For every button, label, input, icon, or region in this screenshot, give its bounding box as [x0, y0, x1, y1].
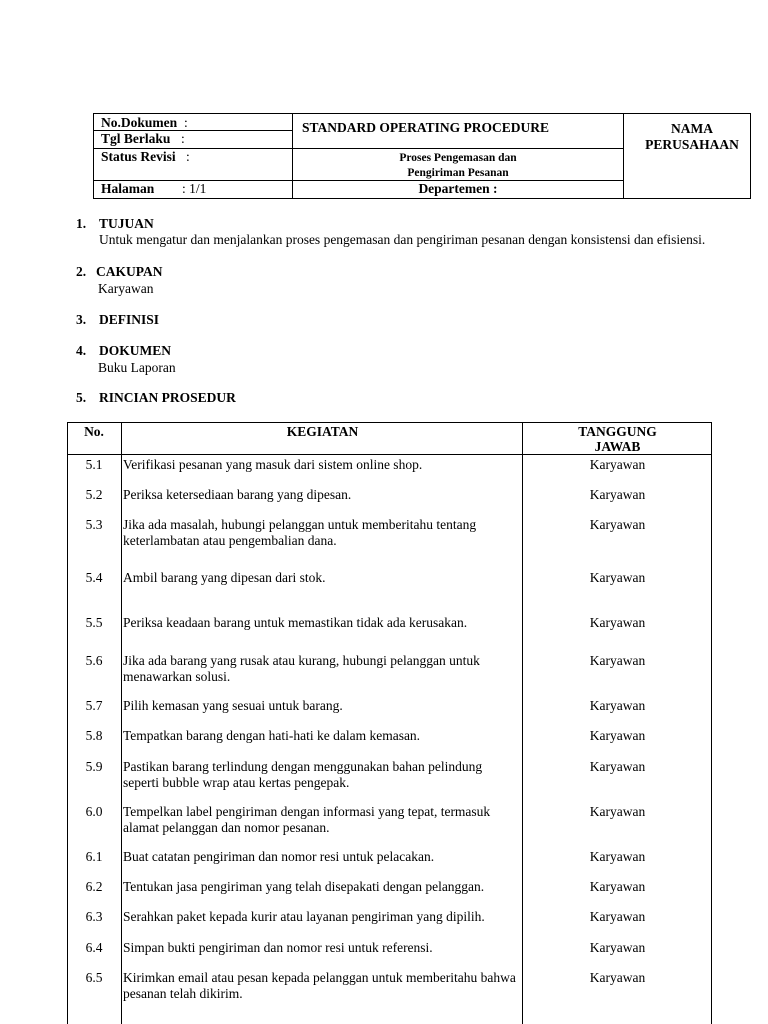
section-3-number: 3. [76, 312, 87, 327]
row-number: 6.0 [85, 804, 103, 819]
row-kegiatan: Buat catatan pengiriman dan nomor resi untuk pelacakan. [123, 849, 435, 864]
row-kegiatan: Serahkan paket kepada kurir atau layanan pengiriman yang dipilih. [123, 909, 485, 924]
status-revisi-colon: : [186, 149, 190, 164]
halaman-label: Halaman [101, 181, 155, 196]
column-header-tanggung-jawab-line2: JAWAB [594, 439, 641, 454]
sop-subtitle-line1: Proses Pengemasan dan [399, 152, 517, 164]
row-kegiatan: Tentukan jasa pengiriman yang telah disepakati dengan pelanggan. [123, 879, 485, 894]
row-tanggung-jawab: Karyawan [589, 570, 646, 585]
row-number: 5.2 [85, 487, 103, 502]
column-header-tanggung-jawab-line1: TANGGUNG [578, 424, 657, 439]
row-kegiatan: Ambil barang yang dipesan dari stok. [123, 570, 326, 585]
departemen-label: Departemen : [418, 181, 498, 196]
row-number: 5.4 [85, 570, 103, 585]
row-number: 6.4 [85, 940, 103, 955]
section-2-body: Karyawan [98, 281, 154, 296]
row-number: 5.8 [85, 728, 103, 743]
tgl-berlaku-colon: : [181, 131, 185, 146]
section-2-number: 2. [76, 264, 87, 279]
row-kegiatan: Kirimkan email atau pesan kepada pelanggan untuk memberitahu bahwa pesanan telah dikirim. [123, 970, 516, 1001]
row-tanggung-jawab: Karyawan [589, 804, 646, 819]
row-number: 6.5 [85, 970, 103, 985]
row-kegiatan: Simpan bukti pengiriman dan nomor resi untuk referensi. [123, 940, 433, 955]
row-kegiatan: Pastikan barang terlindung dengan menggunakan bahan pelindung seperti bubble wrap atau kertas pengepak. [123, 759, 483, 790]
section-2-title: CAKUPAN [96, 264, 163, 279]
section-5-title: RINCIAN PROSEDUR [99, 390, 236, 405]
section-4-title: DOKUMEN [99, 343, 171, 358]
row-tanggung-jawab: Karyawan [589, 849, 646, 864]
row-tanggung-jawab: Karyawan [589, 517, 646, 532]
row-tanggung-jawab: Karyawan [589, 970, 646, 985]
row-tanggung-jawab: Karyawan [589, 728, 646, 743]
row-number: 5.7 [85, 698, 103, 713]
row-tanggung-jawab: Karyawan [589, 457, 646, 472]
row-tanggung-jawab: Karyawan [589, 615, 646, 630]
halaman-value: : 1/1 [182, 181, 207, 196]
document-header-table [93, 113, 751, 199]
section-4-body: Buku Laporan [98, 360, 176, 375]
row-kegiatan: Jika ada barang yang rusak atau kurang, hubungi pelanggan untuk menawarkan solusi. [123, 653, 480, 684]
sop-title-column [293, 114, 624, 198]
row-number: 6.2 [85, 879, 103, 894]
column-header-kegiatan: KEGIATAN [286, 424, 359, 439]
row-kegiatan: Periksa keadaan barang untuk memastikan tidak ada kerusakan. [123, 615, 468, 630]
row-number: 6.3 [85, 909, 103, 924]
row-tanggung-jawab: Karyawan [589, 698, 646, 713]
row-number: 5.1 [85, 457, 103, 472]
status-revisi-label: Status Revisi [101, 149, 176, 164]
section-5-number: 5. [76, 390, 87, 405]
row-tanggung-jawab: Karyawan [589, 487, 646, 502]
section-1-number: 1. [76, 216, 87, 231]
sop-subtitle-line2: Pengiriman Pesanan [407, 167, 509, 179]
procedure-table [67, 422, 712, 1024]
section-4-number: 4. [76, 343, 87, 358]
row-kegiatan: Tempatkan barang dengan hati-hati ke dalam kemasan. [123, 728, 421, 743]
document-meta-column [94, 114, 293, 198]
section-1-title: TUJUAN [99, 216, 154, 231]
company-name-column [624, 114, 750, 198]
row-tanggung-jawab: Karyawan [589, 653, 646, 668]
row-tanggung-jawab: Karyawan [589, 940, 646, 955]
row-kegiatan: Pilih kemasan yang sesuai untuk barang. [123, 698, 343, 713]
row-tanggung-jawab: Karyawan [589, 879, 646, 894]
section-1-body: Untuk mengatur dan menjalankan proses pengemasan dan pengiriman pesanan dengan konsistensi dan efisiensi. [99, 232, 706, 247]
row-number: 6.1 [85, 849, 103, 864]
row-kegiatan: Periksa ketersediaan barang yang dipesan. [123, 487, 352, 502]
sop-title: STANDARD OPERATING PROCEDURE [302, 120, 550, 135]
row-kegiatan: Jika ada masalah, hubungi pelanggan untuk memberitahu tentang keterlambatan atau pengembalian dana. [123, 517, 477, 548]
row-kegiatan: Tempelkan label pengiriman dengan informasi yang tepat, termasuk alamat pelanggan dan nomor pesanan. [123, 804, 491, 835]
no-dokumen-colon: : [184, 115, 188, 130]
column-header-no: No. [84, 424, 104, 439]
company-name-line2: PERUSAHAAN [645, 137, 739, 152]
row-number: 5.6 [85, 653, 103, 668]
company-name-line1: NAMA [671, 121, 713, 136]
row-number: 5.5 [85, 615, 103, 630]
row-kegiatan: Verifikasi pesanan yang masuk dari sistem online shop. [123, 457, 423, 472]
row-number: 5.9 [85, 759, 103, 774]
row-tanggung-jawab: Karyawan [589, 909, 646, 924]
no-dokumen-label: No.Dokumen [101, 115, 178, 130]
tgl-berlaku-label: Tgl Berlaku [101, 131, 171, 146]
section-3-title: DEFINISI [99, 312, 160, 327]
row-tanggung-jawab: Karyawan [589, 759, 646, 774]
row-number: 5.3 [85, 517, 103, 532]
